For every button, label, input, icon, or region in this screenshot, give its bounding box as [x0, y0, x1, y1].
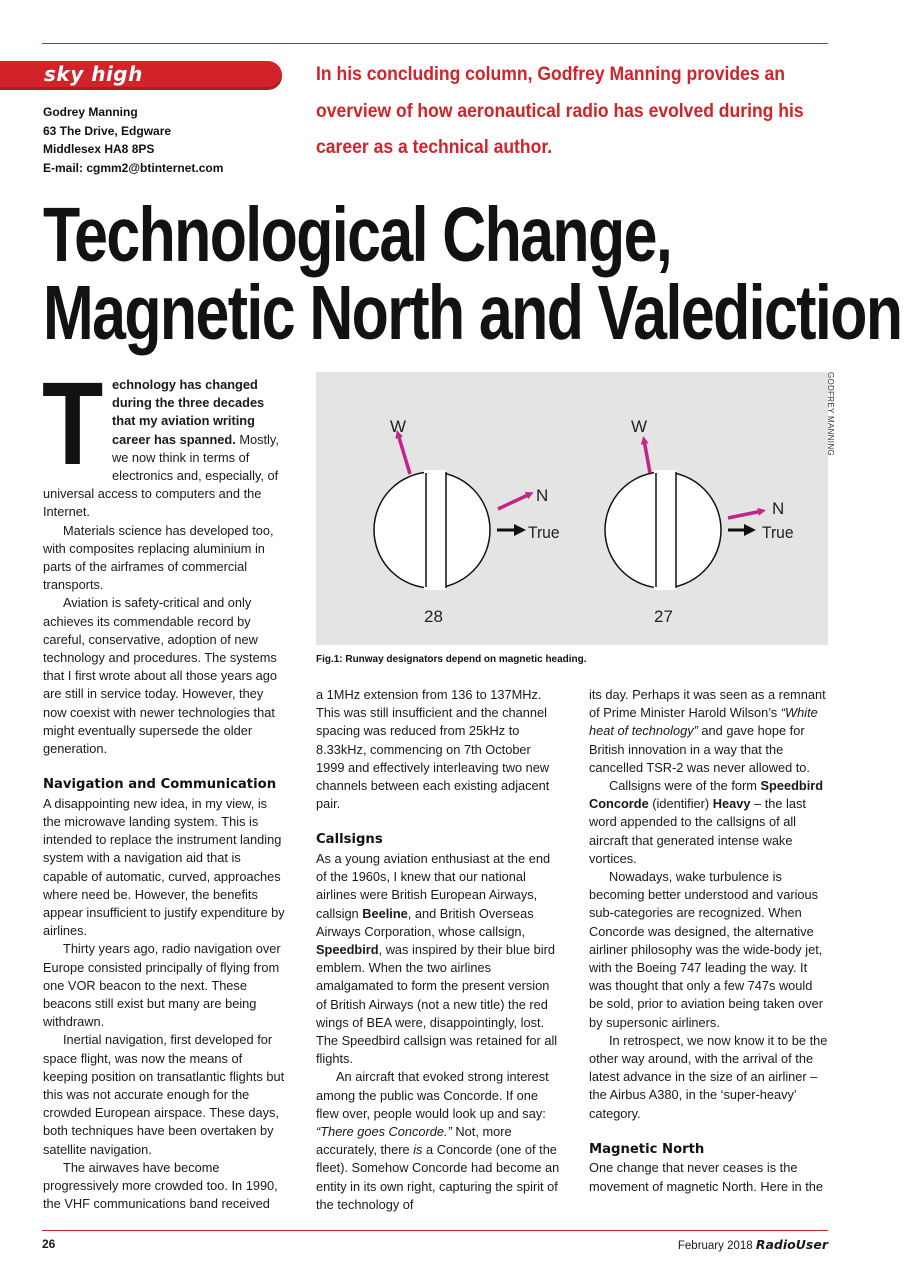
- magnetic-north-arrow: [498, 494, 530, 509]
- runway-number: 28: [424, 607, 443, 626]
- quote: “There goes Concorde.”: [316, 1123, 452, 1139]
- paragraph: Thirty years ago, radio navigation over Europe consisted principally of flying from one VOR beacon to the next. These beacons still exist but many are being withdrawn.: [43, 941, 281, 1030]
- paragraph: The airwaves have become progressively more crowded too. In 1990, the VHF communications band received: [43, 1159, 278, 1212]
- quote: “White heat of technology”: [589, 705, 818, 739]
- article-title: [43, 192, 902, 356]
- standfirst-line: overview of how aeronautical radio has evolved during his: [316, 99, 804, 122]
- magnetic-north-arrow: [728, 511, 762, 518]
- paragraph: A disappointing new idea, in my view, is the microwave landing system. This is intended to replace the instrument landing system with a navigation aid that is capable of automatic, curved, approaches where need be. However, the benefits appear insufficient to justify expenditure by airlines.: [43, 795, 285, 939]
- subheading-callsigns: Callsigns: [316, 832, 383, 848]
- paragraph: Nowadays, wake turbulence is becoming better understood and various sub-categories are recognized. When Concorde was designed, the alternative airliner philosophy was the wide-body jet, with the Boeing 747 leading the way. It was thought that only a few 747s would be sold, prior to aviation being taken over by supersonic airliners.: [589, 869, 824, 1030]
- section-label: sky high: [44, 62, 143, 86]
- author-address-2: Middlesex HA8 8PS: [43, 142, 155, 156]
- paragraph: In retrospect, we now know it to be the other way around, with the arrival of the latest advance in the size of an airliner – the Airbus A380, in the ‘super-heavy’ category.: [589, 1032, 828, 1121]
- true-label: True: [528, 523, 560, 543]
- title-line-1: Technological Change,: [43, 192, 672, 278]
- callsign-speedbird: Speedbird: [316, 941, 379, 957]
- text-run: its day. Perhaps it was seen as a remnant of Prime Minister Harold Wilson’s: [589, 687, 826, 721]
- author-email: E-mail: cgmm2@btinternet.com: [43, 160, 224, 175]
- paragraph: One change that never ceases is the movement of magnetic North. Here in the: [589, 1160, 824, 1194]
- paragraph: [589, 777, 829, 868]
- standfirst-line: career as a technical author.: [316, 136, 553, 158]
- compass-28: [374, 417, 560, 626]
- author-block: [43, 103, 223, 177]
- text-run: As a young aviation enthusiast at the end of the 1960s, I knew that our national airlines were British European Airways, callsign: [316, 850, 551, 921]
- paragraph: Inertial navigation, first developed for space flight, was now the means of keeping position on transatlantic flights but this was not accurate enough for the crowded European airspace. These days, both techniques have been overtaken by satellite navigation.: [43, 1032, 285, 1157]
- subheading-magnetic-north: Magnetic North: [589, 1141, 705, 1157]
- callsign-example: Speedbird Concorde: [589, 778, 824, 812]
- column-2: [316, 686, 562, 1214]
- author-name: Godrey Manning: [43, 105, 138, 119]
- callsign-heavy: Heavy: [712, 796, 751, 812]
- paragraph: Aviation is safety-critical and only achieves its commendable record by careful, conservative, adoption of new technology and procedures. The systems that I first wrote about all those years ago are still in service today. However, they now coexist with newer technologies that might eventually supersede the older generation.: [43, 595, 278, 757]
- title-line-2: Magnetic North and Valediction: [43, 270, 902, 356]
- section-tab: [0, 61, 282, 90]
- text-run: An aircraft that evoked strong interest among the public was Concorde. If one flew over, people would look up and say:: [316, 1069, 549, 1121]
- lead-text: echnology has changed during the three decades that my aviation writing career has spanned.: [112, 377, 265, 447]
- text-run: , was inspired by their blue bird emblem. When the two airlines amalgamated to form the present version of British Airways (not a new title) the red wings of BEA were, disappointingly, lost. The Speedbird callsign was retained for all flights.: [316, 941, 558, 1067]
- intro-paragraph: [42, 358, 285, 522]
- column-3: [589, 686, 829, 1196]
- standfirst: [316, 56, 804, 166]
- author-address-1: 63 The Drive, Edgware: [43, 123, 172, 138]
- paragraph: [316, 850, 562, 1068]
- bottom-rule: [42, 1230, 828, 1231]
- runway-number: 27: [654, 607, 673, 626]
- top-rule: [42, 43, 828, 44]
- text-run: , and British Overseas Airways Corporation, whose callsign,: [316, 905, 534, 939]
- true-label: True: [762, 523, 794, 543]
- drop-cap: T: [42, 358, 104, 490]
- paragraph: a 1MHz extension from 136 to 137MHz. This was still insufficient and the channel spacing was reduced from 25kHz to 8.33kHz, commencing on 7th October 1999 and effectively interleaving two new channels between each existing adjacent pair.: [316, 687, 550, 812]
- footer-issue: [678, 1237, 828, 1252]
- w-label: W: [631, 417, 648, 436]
- west-arrow: [644, 440, 650, 473]
- n-label: N: [772, 499, 785, 518]
- paragraph: Materials science has developed too, with composites replacing aluminium in parts of the airframes of commercial transports.: [43, 522, 274, 593]
- paragraph: [316, 1068, 562, 1214]
- intro-rest: Mostly, we now think in terms of electronics and, especially, of universal access to computers and the Internet.: [43, 431, 279, 520]
- emphasis: is: [413, 1142, 423, 1158]
- west-arrow: [398, 434, 410, 474]
- standfirst-line: In his concluding column, Godfrey Manning provides an: [316, 63, 786, 85]
- callsign-beeline: Beeline: [362, 905, 408, 921]
- text-run: a Concorde (one of the fleet). Somehow Concorde had become an entity in its own right, capturing the spirit of the technology of: [316, 1142, 560, 1212]
- text-run: Callsigns were of the form: [609, 778, 761, 794]
- paragraph: [589, 686, 829, 777]
- figure-caption: Fig.1: Runway designators depend on magnetic heading.: [316, 653, 587, 665]
- n-label: N: [536, 486, 549, 505]
- text-run: (identifier): [648, 796, 713, 812]
- text-run: and gave hope for British innovation in a way that the cancelled TSR-2 was never allowed to.: [589, 723, 810, 775]
- text-run: – the last word appended to the callsigns of all aircraft that generated intense wake vortices.: [589, 796, 806, 866]
- magazine-name: RadioUser: [755, 1237, 828, 1252]
- photo-credit: GODFREY MANNING: [826, 372, 835, 456]
- page-number: 26: [42, 1237, 56, 1251]
- text-run: Not, more accurately, there: [316, 1123, 512, 1158]
- column-1: [42, 358, 285, 1213]
- subheading-navigation: Navigation and Communication: [43, 777, 277, 793]
- runway-figure: [316, 372, 828, 645]
- runway-diagram: [316, 372, 828, 645]
- issue-date: February 2018: [677, 1240, 753, 1252]
- w-label: W: [390, 417, 407, 436]
- compass-27: [605, 417, 794, 626]
